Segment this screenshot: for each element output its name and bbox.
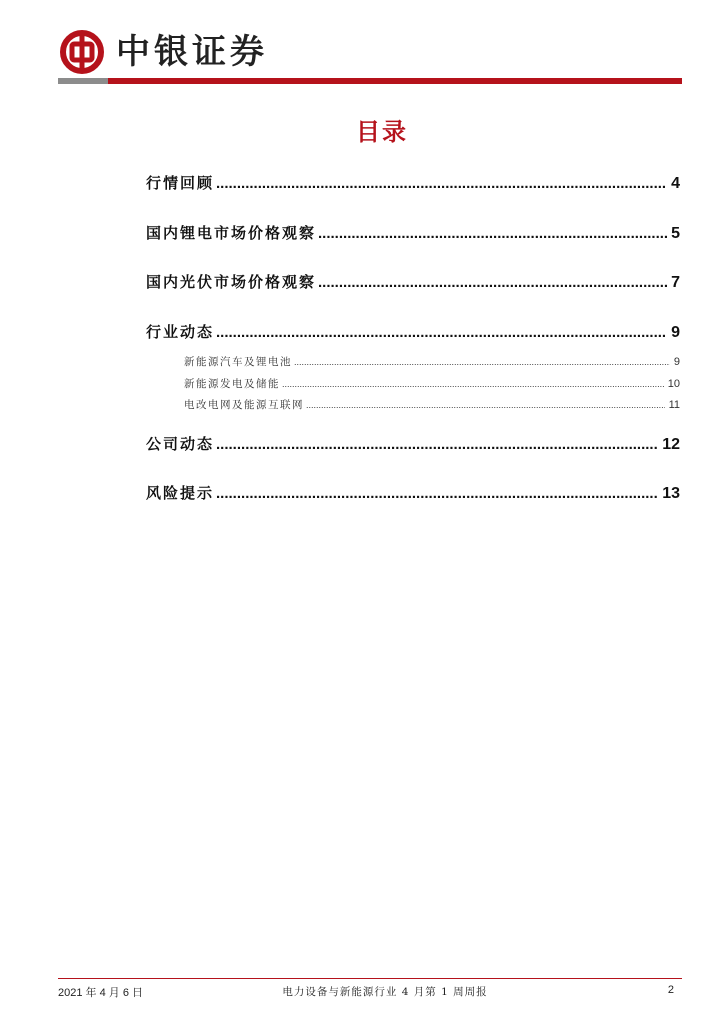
header-divider-red: [108, 78, 682, 84]
toc-entry-page: 5: [671, 225, 680, 242]
toc-leader-dots: [216, 175, 667, 192]
toc-entry-page: 4: [671, 175, 680, 192]
toc-entry-page: 10: [667, 378, 680, 390]
toc-entry-page: 7: [671, 274, 680, 291]
toc-leader-dots: [282, 379, 664, 389]
toc-title: 目录: [356, 118, 408, 146]
toc-entry-title: 公司动态: [146, 435, 215, 453]
header-divider: [58, 78, 682, 84]
toc-entry-page: 12: [662, 436, 680, 453]
page-footer: [58, 984, 682, 1000]
toc-entry-title: 行业动态: [146, 323, 215, 341]
page-header: [58, 22, 682, 84]
toc-entry-company-news[interactable]: [146, 433, 680, 454]
toc-leader-dots: [306, 400, 665, 410]
toc-leader-dots: [216, 436, 658, 453]
toc-entry-page: 9: [673, 356, 680, 368]
toc-leader-dots: [216, 485, 658, 502]
toc-entry-title: 风险提示: [146, 484, 215, 502]
brand-name: 中银证券: [116, 32, 268, 72]
toc-leader-dots: [318, 274, 667, 291]
toc-entry-title: 国内光伏市场价格观察: [146, 273, 317, 291]
toc-leader-dots: [294, 357, 670, 367]
toc-entry-industry-news[interactable]: [146, 321, 680, 342]
toc-entry-title: 新能源汽车及锂电池: [184, 356, 292, 368]
toc-subentry-generation-storage[interactable]: [184, 376, 680, 391]
toc-entry-title: 行情回顾: [146, 174, 215, 192]
footer-divider: [58, 978, 682, 979]
toc-entry-page: 11: [668, 399, 680, 411]
toc-entry-title: 国内锂电市场价格观察: [146, 224, 317, 242]
toc-entry-lithium-price[interactable]: [146, 222, 680, 243]
footer-page-number: 2: [667, 984, 674, 996]
toc-entry-title: 电改电网及能源互联网: [184, 399, 304, 411]
toc-leader-dots: [216, 324, 667, 341]
toc-leader-dots: [318, 225, 667, 242]
toc-subentry-nev-battery[interactable]: [184, 354, 680, 369]
toc-entry-title: 新能源发电及储能: [184, 378, 280, 390]
toc-entry-risk-warning[interactable]: [146, 482, 680, 503]
boc-logo-icon: [60, 30, 104, 74]
toc-entry-pv-price[interactable]: [146, 271, 680, 292]
footer-report-title: 电力设备与新能源行业 4 月第 1 周周报: [282, 986, 488, 998]
toc-entry-market-review[interactable]: [146, 172, 680, 193]
toc-entry-page: 9: [671, 324, 680, 341]
toc-subentry-grid-reform[interactable]: [184, 397, 680, 412]
header-divider-gray: [58, 78, 108, 84]
footer-date: 2021 年 4 月 6 日: [58, 987, 143, 999]
toc-entry-page: 13: [662, 485, 680, 502]
